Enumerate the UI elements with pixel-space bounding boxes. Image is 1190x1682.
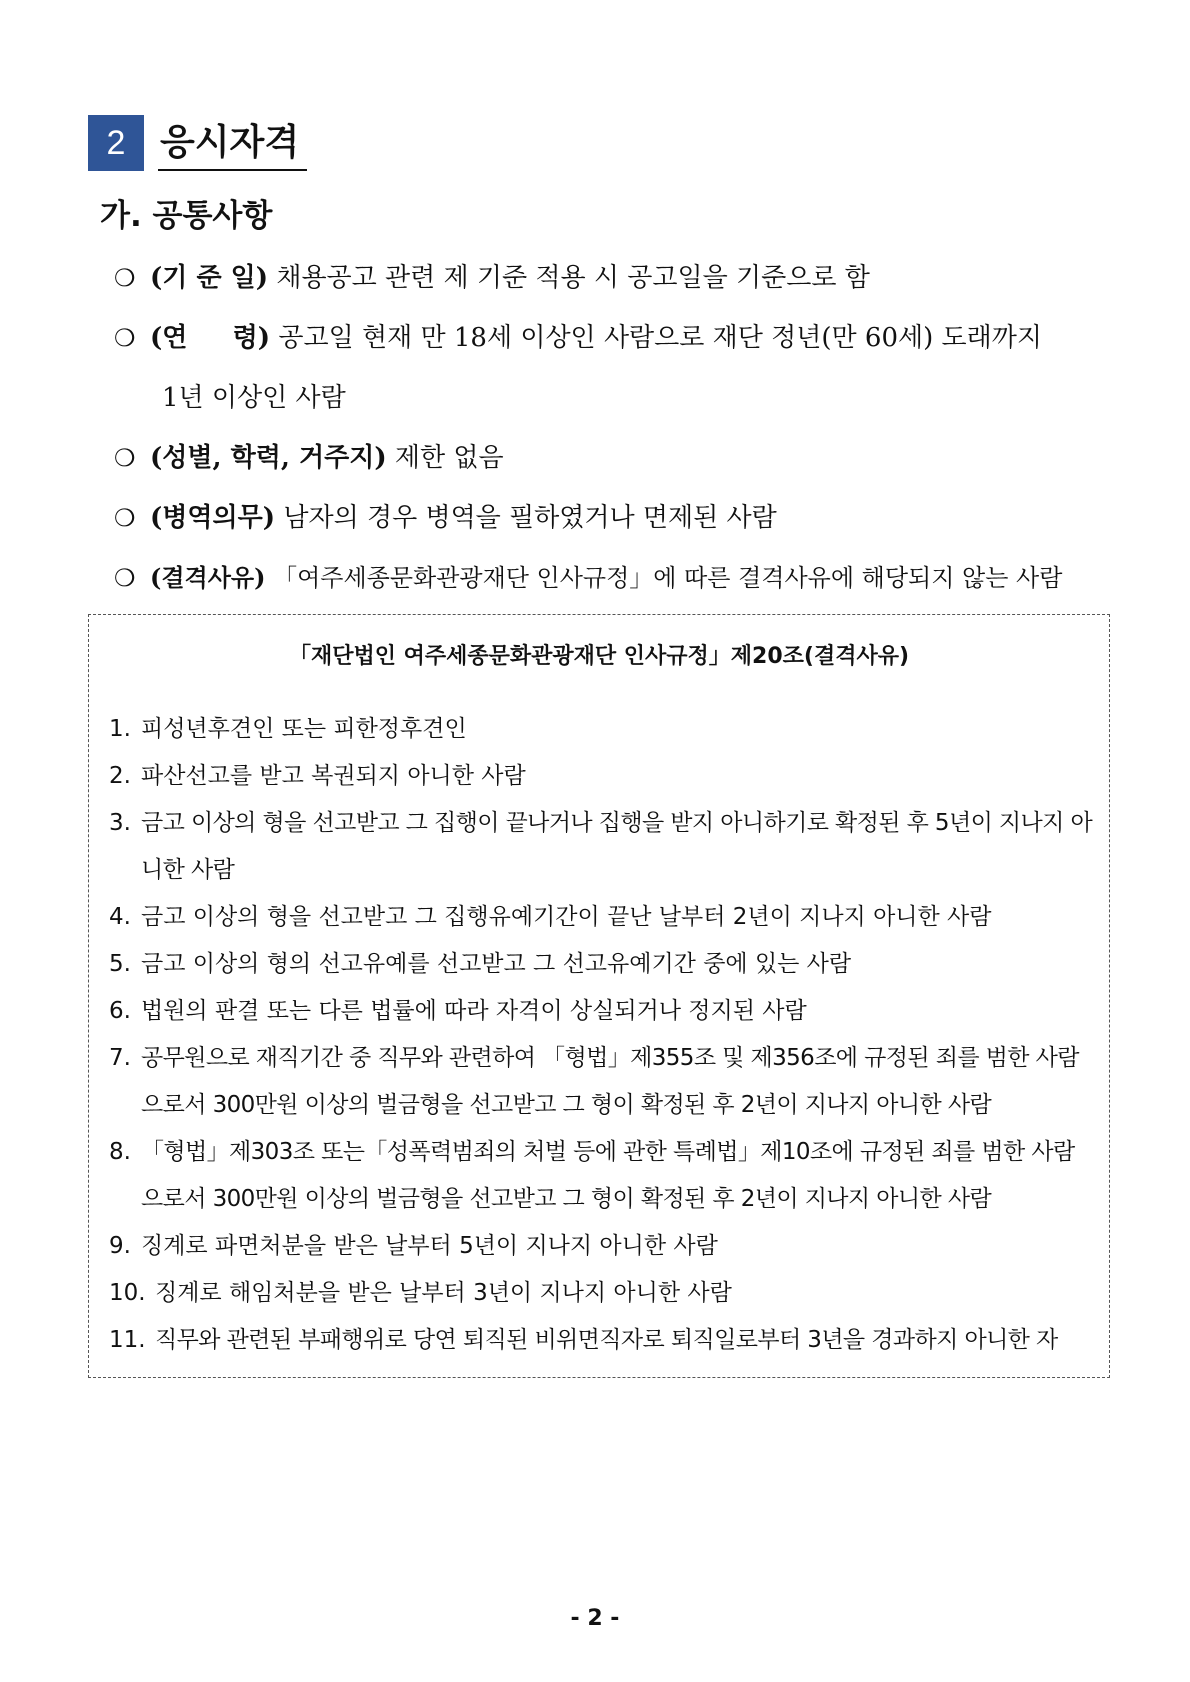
- list-text: 징계로 파면처분을 받은 날부터 5년이 지나지 아니한 사람: [141, 1233, 718, 1259]
- list-item: [109, 800, 1093, 894]
- item-label: (연 령): [150, 323, 271, 353]
- list-text: 금고 이상의 형의 선고유예를 선고받고 그 선고유예기간 중에 있는 사람: [141, 951, 852, 977]
- list-item: [109, 1129, 1093, 1223]
- list-number: 4.: [109, 904, 131, 930]
- item-disqualification: [114, 548, 1114, 608]
- list-number: 6.: [109, 998, 131, 1024]
- list-number: 7.: [109, 1045, 131, 1071]
- item-age: [114, 308, 1114, 428]
- subsection-title: 가. 공통사항: [100, 198, 273, 234]
- list-number: 5.: [109, 951, 131, 977]
- item-continuation: 1년 이상인 사람: [162, 383, 346, 413]
- regulation-box: [88, 614, 1110, 1378]
- list-item: [109, 1270, 1093, 1317]
- item-label: (성별, 학력, 거주지): [150, 443, 387, 473]
- page-number: - 2 -: [570, 1606, 620, 1631]
- section-title: 응시자격: [158, 121, 307, 171]
- item-reference-date: [114, 248, 1114, 308]
- item-gender-education-residence: [114, 428, 1114, 488]
- circle-bullet-icon: ❍: [114, 264, 136, 292]
- regulation-title: 「재단법인 여주세종문화관광재단 인사규정」제20조(결격사유): [288, 644, 910, 669]
- list-item: [109, 988, 1093, 1035]
- list-text: 금고 이상의 형을 선고받고 그 집행이 끝나거나 집행을 받지 아니하기로 확정된 후 5년이 지나지 아니한 사람: [141, 810, 1093, 883]
- circle-bullet-icon: ❍: [114, 444, 136, 472]
- list-number: 3.: [109, 810, 131, 836]
- eligibility-items: [114, 248, 1114, 608]
- item-text: 채용공고 관련 제 기준 적용 시 공고일을 기준으로 함: [276, 263, 870, 293]
- list-item: [109, 894, 1093, 941]
- list-text: 파산선고를 받고 복권되지 아니한 사람: [141, 763, 526, 789]
- list-item: [109, 706, 1093, 753]
- circle-bullet-icon: ❍: [114, 564, 136, 592]
- list-number: 10.: [109, 1280, 146, 1306]
- item-label: (결격사유): [150, 563, 266, 592]
- list-text: 「형법」제303조 또는「성폭력범죄의 처벌 등에 관한 특례법」제10조에 규정된 죄를 범한 사람으로서 300만원 이상의 벌금형을 선고받고 그 형이 확정된 후 2년이 지나지 아니한 사람: [141, 1139, 1075, 1212]
- list-item: [109, 753, 1093, 800]
- list-text: 법원의 판결 또는 다른 법률에 따라 자격이 상실되거나 정지된 사람: [141, 998, 807, 1024]
- list-number: 8.: [109, 1139, 131, 1165]
- list-item: [109, 1035, 1093, 1129]
- item-text: 제한 없음: [394, 443, 504, 473]
- list-item: [109, 941, 1093, 988]
- item-military-service: [114, 488, 1114, 548]
- list-number: 2.: [109, 763, 131, 789]
- list-text: 피성년후견인 또는 피한정후견인: [141, 716, 467, 742]
- section-header: [88, 115, 307, 171]
- disqualification-list: [89, 706, 1109, 1364]
- list-text: 금고 이상의 형을 선고받고 그 집행유예기간이 끝난 날부터 2년이 지나지 아니한 사람: [141, 904, 992, 930]
- list-item: [109, 1317, 1093, 1364]
- circle-bullet-icon: ❍: [114, 504, 136, 532]
- list-number: 11.: [109, 1327, 146, 1353]
- list-number: 1.: [109, 716, 131, 742]
- item-label: (병역의무): [150, 503, 276, 533]
- item-label: (기 준 일): [150, 263, 269, 293]
- list-text: 공무원으로 재직기간 중 직무와 관련하여 「형법」제355조 및 제356조에 규정된 죄를 범한 사람으로서 300만원 이상의 벌금형을 선고받고 그 형이 확정된 후 2년이 지나지 아니한 사람: [141, 1045, 1079, 1118]
- list-number: 9.: [109, 1233, 131, 1259]
- item-text: 남자의 경우 병역을 필하였거나 면제된 사람: [283, 503, 777, 533]
- item-text: 공고일 현재 만 18세 이상인 사람으로 재단 정년(만 60세) 도래까지: [278, 323, 1042, 353]
- list-text: 징계로 해임처분을 받은 날부터 3년이 지나지 아니한 사람: [155, 1280, 732, 1306]
- list-item: [109, 1223, 1093, 1270]
- list-text: 직무와 관련된 부패행위로 당연 퇴직된 비위면직자로 퇴직일로부터 3년을 경과하지 아니한 자: [155, 1327, 1058, 1353]
- section-number-badge: 2: [88, 115, 144, 171]
- item-text: 「여주세종문화관광재단 인사규정」에 따른 결격사유에 해당되지 않는 사람: [273, 564, 1063, 592]
- circle-bullet-icon: ❍: [114, 324, 136, 352]
